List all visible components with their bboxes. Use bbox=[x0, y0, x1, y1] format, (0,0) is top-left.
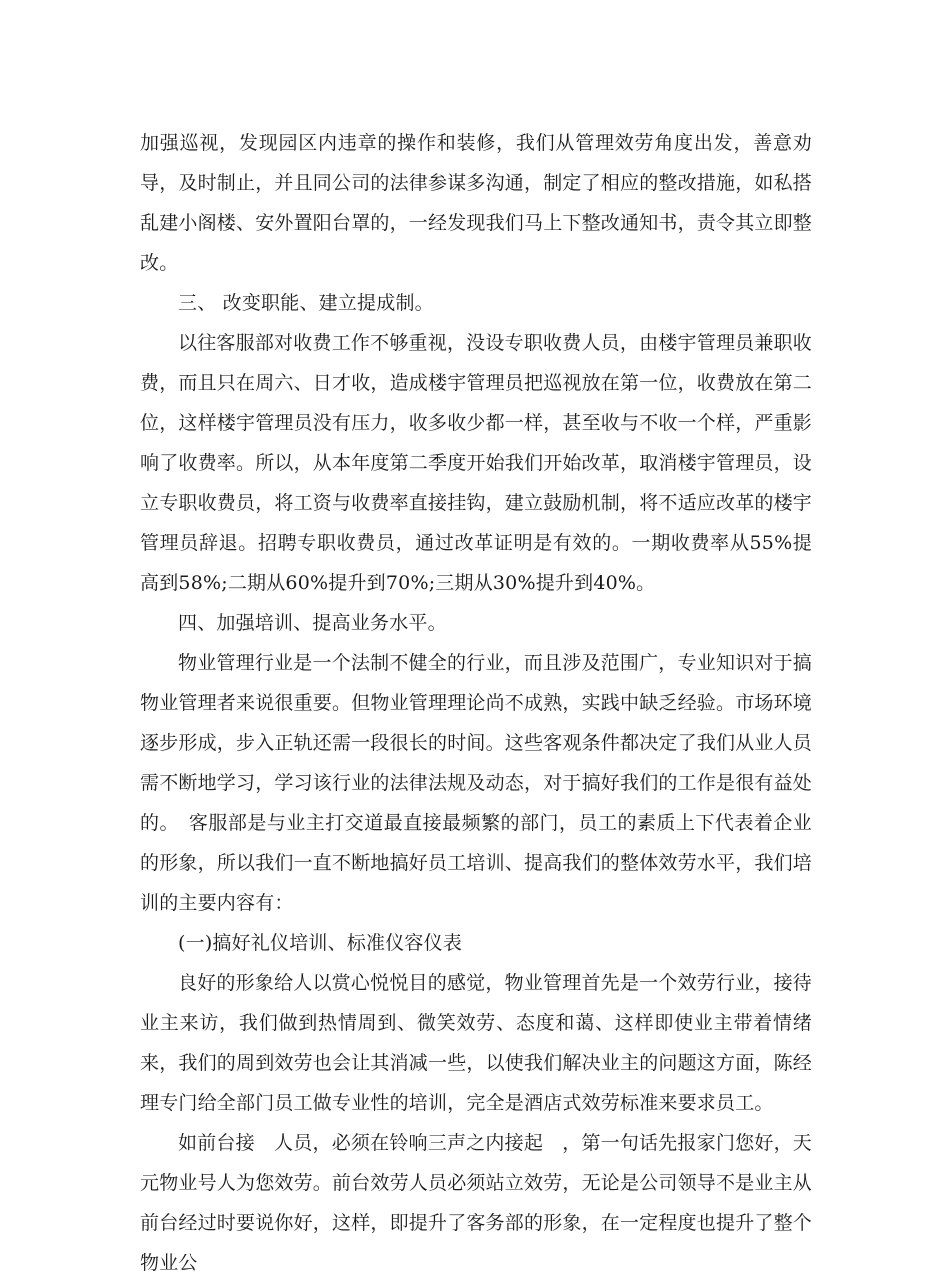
paragraph-training-intro: 物业管理行业是一个法制不健全的行业，而且涉及范围广，专业知识对于搞物业管理者来说很重要。但物业管理理论尚不成熟，实践中缺乏经验。市场环境逐步形成，步入正轨还需一段很长的时间。这些客观条件都决定了我们从业人员需不断地学习，学习该行业的法律法规及动态，对于搞好我们的工作是很有益处的。 客服部是与业主打交道最直接最频繁的部门，员工的素质上下代表着企业的形象，所以我们一直不断地搞好员工培训、提高我们的整体效劳水平，我们培训的主要内容有： bbox=[140, 652, 813, 914]
paragraph-image-service: 良好的形象给人以赏心悦悦目的感觉，物业管理首先是一个效劳行业，接待业主来访，我们做到热情周到、微笑效劳、态度和蔼、这样即使业主带着情绪来，我们的周到效劳也会让其消减一些，以使我们解决业主的问题这方面，陈经理专门给全部门员工做专业性的培训，完全是酒店式效劳标准来要求员工。 bbox=[140, 972, 813, 1114]
section-heading-3: 三、 改变职能、建立提成制。 bbox=[178, 292, 434, 314]
paragraph-patrol-continuation: 加强巡视，发现园区内违章的操作和装修，我们从管理效劳角度出发，善意劝导，及时制止，并且同公司的法律参谋多沟通，制定了相应的整改措施，如私搭乱建小阁楼、安外置阳台罩的，一经发现我们马上下整改通知书，责令其立即整改。 bbox=[140, 132, 813, 274]
paragraph-front-desk: 如前台接 人员，必须在铃响三声之内接起 ，第一句话先报家门您好，天元物业号人为您效劳。前台效劳人员必须站立效劳，无论是公司领导不是业主从前台经过时要说你好，这样，即提升了客务部的形象，在一定程度也提升了整个物业公 bbox=[140, 1132, 813, 1274]
section-heading-4: 四、加强培训、提高业务水平。 bbox=[178, 612, 447, 634]
paragraph-fee-reform: 以往客服部对收费工作不够重视，没设专职收费人员，由楼宇管理员兼职收费，而且只在周六、日才收，造成楼宇管理员把巡视放在第一位，收费放在第二位，这样楼宇管理员没有压力，收多收少都一样，甚至收与不收一个样，严重影响了收费率。所以，从本年度第二季度开始我们开始改革，取消楼宇管理员，设立专职收费员，将工资与收费率直接挂钩，建立鼓励机制，将不适应改革的楼宇管理员辞退。招聘专职收费员，通过改革证明是有效的。一期收费率从55%提高到58%;二期从60%提升到70%;三期从30%提升到40%。 bbox=[140, 332, 813, 594]
subsection-heading-etiquette: (一)搞好礼仪培训、标准仪容仪表 bbox=[178, 932, 463, 954]
document-body bbox=[140, 123, 812, 1283]
